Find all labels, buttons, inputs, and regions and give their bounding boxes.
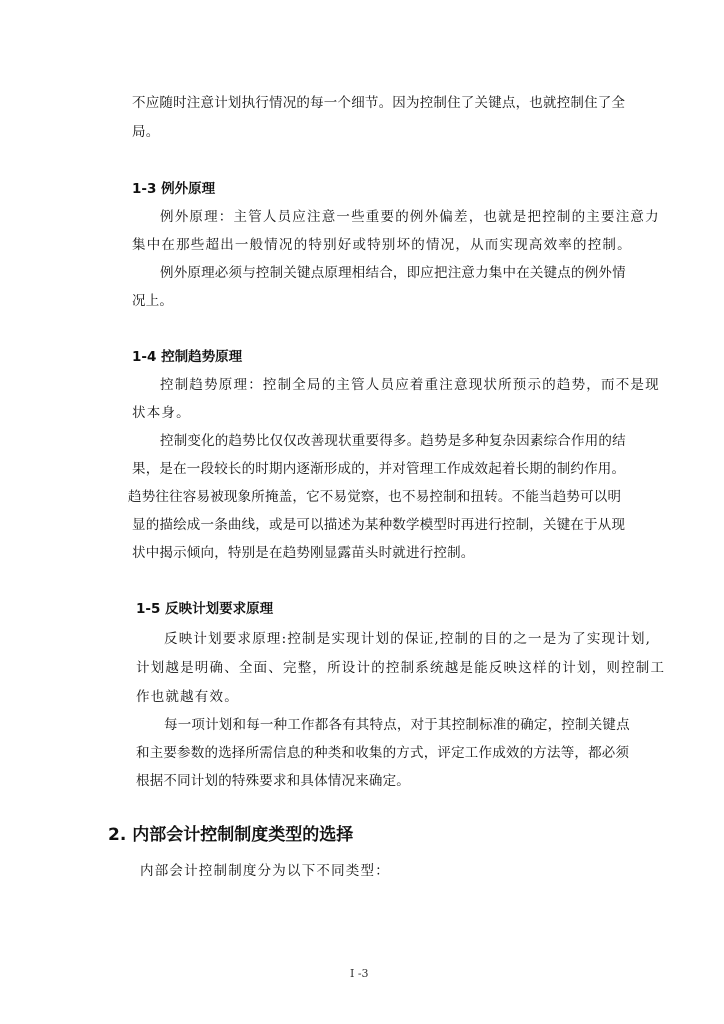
- section-1-5-p1-line-2: 计划越是明确、全面、完整，所设计的控制系统越是能反映这样的计划，则控制工: [136, 660, 666, 676]
- section-1-4-p2-line-4: 显的描绘成一条曲线，或是可以描述为某种数学模型时再进行控制，关键在于从现: [132, 517, 626, 533]
- intro-line-2: 局。: [132, 124, 160, 140]
- page-number: I -3: [350, 967, 369, 980]
- intro-line-1: 不应随时注意计划执行情况的每一个细节。因为控制住了关键点，也就控制住了全: [132, 95, 626, 111]
- section-1-5-heading: 1-5 反映计划要求原理: [136, 601, 274, 617]
- section-1-5-p2-line-3: 根据不同计划的特殊要求和具体情况来确定。: [136, 773, 410, 789]
- section-1-5-p2-line-1: 每一项计划和每一种工作都各有其特点，对于其控制标准的确定，控制关键点: [164, 717, 630, 733]
- section-1-4-p1-line-1: 控制趋势原理：控制全局的主管人员应着重注意现状所预示的趋势，而不是现: [160, 377, 660, 393]
- section-1-3-p1-line-1: 例外原理：主管人员应注意一些重要的例外偏差，也就是把控制的主要注意力: [160, 209, 660, 225]
- section-1-5-p1-line-3: 作也就越有效。: [136, 689, 239, 705]
- section-1-4-p2-line-2: 果，是在一段较长的时期内逐渐形成的，并对管理工作成效起着长期的制约作用。: [132, 461, 626, 477]
- section-1-4-p1-line-2: 状本身。: [132, 405, 191, 421]
- section-1-4-heading: 1-4 控制趋势原理: [132, 349, 243, 365]
- section-1-5-p2-line-2: 和主要参数的选择所需信息的种类和收集的方式，评定工作成效的方法等，都必须: [136, 745, 630, 761]
- section-1-3-p2-line-1: 例外原理必须与控制关键点原理相结合，即应把注意力集中在关键点的例外情: [160, 265, 626, 281]
- section-1-3-p2-line-2: 况上。: [132, 293, 174, 309]
- section-2-title: 2. 内部会计控制制度类型的选择: [108, 825, 354, 845]
- section-1-4-p2-line-1: 控制变化的趋势比仅仅改善现状重要得多。趋势是多种复杂因素综合作用的结: [160, 433, 626, 449]
- section-1-3-heading: 1-3 例外原理: [132, 181, 216, 197]
- section-1-3-p1-line-2: 集中在那些超出一般情况的特别好或特别坏的情况，从而实现高效率的控制。: [132, 237, 632, 253]
- section-2-lead: 内部会计控制制度分为以下不同类型：: [140, 863, 390, 879]
- section-1-4-p2-line-3: 趋势往往容易被现象所掩盖，它不易觉察，也不易控制和扭转。不能当趋势可以明: [128, 489, 622, 505]
- section-1-5-p1-line-1: 反映计划要求原理:控制是实现计划的保证,控制的目的之一是为了实现计划,: [164, 631, 652, 647]
- section-1-4-p2-line-5: 状中揭示倾向，特别是在趋势刚显露苗头时就进行控制。: [132, 545, 475, 561]
